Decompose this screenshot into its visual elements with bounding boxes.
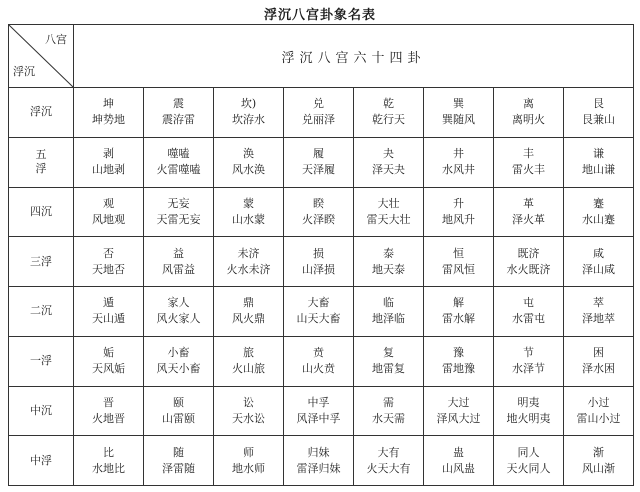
hexagram-cell	[494, 88, 564, 138]
table-row	[9, 137, 634, 187]
hexagram-cell	[424, 336, 494, 386]
hexagram-cell	[354, 88, 424, 138]
hexagram-cell	[564, 187, 634, 237]
hexagram-short-name: 丰	[523, 147, 534, 161]
hexagram-full-name: 泽火革	[512, 212, 545, 226]
row-label: 中浮	[9, 436, 74, 486]
hexagram-cell	[284, 386, 354, 436]
hexagram-full-name: 巽随风	[442, 113, 475, 127]
hexagram-short-name: 坤	[103, 97, 114, 111]
table-row	[9, 187, 634, 237]
hexagram-cell	[284, 137, 354, 187]
hexagram-short-name: 遁	[103, 296, 114, 310]
hexagram-full-name: 火山旅	[232, 362, 265, 376]
hexagram-full-name: 泽风大过	[436, 411, 481, 425]
hexagram-cell	[354, 287, 424, 337]
hexagram-full-name: 雷风恒	[442, 262, 475, 276]
hexagram-cell	[424, 287, 494, 337]
hexagram-cell	[74, 287, 144, 337]
hexagram-full-name: 水雷屯	[512, 312, 545, 326]
hexagram-short-name: 屯	[523, 296, 534, 310]
hexagram-table	[8, 24, 634, 486]
hexagram-short-name: 贲	[313, 346, 324, 360]
hexagram-short-name: 损	[313, 246, 324, 260]
hexagram-full-name: 地天泰	[372, 262, 405, 276]
hexagram-short-name: 小畜	[167, 346, 190, 360]
table-body	[9, 25, 634, 486]
hexagram-full-name: 水风井	[442, 163, 475, 177]
hexagram-short-name: 需	[383, 395, 394, 409]
row-label: 二沉	[9, 287, 74, 337]
hexagram-full-name: 水火既济	[506, 262, 551, 276]
hexagram-short-name: 归妹	[307, 445, 330, 459]
hexagram-full-name: 山天大畜	[296, 312, 341, 326]
hexagram-short-name: 困	[593, 346, 604, 360]
hexagram-short-name: 离	[523, 97, 534, 111]
corner-label-bottom: 浮沉	[13, 65, 35, 78]
hexagram-full-name: 雷泽归妹	[296, 461, 341, 475]
hexagram-full-name: 乾行天	[372, 113, 405, 127]
hexagram-short-name: 涣	[243, 147, 254, 161]
hexagram-full-name: 天泽履	[302, 163, 335, 177]
hexagram-short-name: 临	[383, 296, 394, 310]
hexagram-full-name: 火水未济	[226, 262, 271, 276]
hexagram-short-name: 节	[523, 346, 534, 360]
hexagram-cell	[144, 88, 214, 138]
hexagram-full-name: 泽山咸	[582, 262, 615, 276]
hexagram-short-name: 姤	[103, 346, 114, 360]
hexagram-short-name: 蒙	[243, 196, 254, 210]
row-label: 四沉	[9, 187, 74, 237]
hexagram-short-name: 蹇	[593, 196, 604, 210]
row-label: 三浮	[9, 237, 74, 287]
hexagram-short-name: 艮	[593, 97, 604, 111]
hexagram-short-name: 大过	[447, 395, 470, 409]
corner-label-top: 八宫	[45, 33, 67, 46]
hexagram-short-name: 剥	[103, 147, 114, 161]
hexagram-cell	[494, 336, 564, 386]
hexagram-full-name: 天山遁	[92, 312, 125, 326]
hexagram-cell	[74, 137, 144, 187]
table-row	[9, 336, 634, 386]
hexagram-cell	[424, 187, 494, 237]
hexagram-short-name: 履	[313, 147, 324, 161]
hexagram-cell	[284, 336, 354, 386]
hexagram-full-name: 艮兼山	[582, 113, 615, 127]
row-label: 五 浮	[9, 137, 74, 187]
hexagram-full-name: 泽地萃	[582, 312, 615, 326]
hexagram-cell	[424, 386, 494, 436]
hexagram-full-name: 水地比	[92, 461, 125, 475]
hexagram-cell	[494, 237, 564, 287]
hexagram-full-name: 坤势地	[92, 113, 125, 127]
hexagram-full-name: 雷火丰	[512, 163, 545, 177]
hexagram-short-name: 谦	[593, 147, 604, 161]
hexagram-cell	[354, 237, 424, 287]
header-row	[9, 25, 634, 88]
row-label: 一浮	[9, 336, 74, 386]
table-title: 浮沉八宫卦象名表	[263, 8, 376, 23]
hexagram-short-name: 随	[173, 445, 184, 459]
hexagram-full-name: 泽水困	[582, 362, 615, 376]
hexagram-cell	[424, 137, 494, 187]
hexagram-full-name: 地泽临	[372, 312, 405, 326]
hexagram-short-name: 升	[453, 196, 464, 210]
hexagram-cell	[424, 436, 494, 486]
hexagram-full-name: 震洊雷	[162, 113, 195, 127]
hexagram-full-name: 水天需	[372, 411, 405, 425]
hexagram-full-name: 天雷无妄	[156, 212, 201, 226]
hexagram-short-name: 豫	[453, 346, 464, 360]
hexagram-short-name: 未济	[237, 246, 260, 260]
hexagram-cell	[74, 336, 144, 386]
hexagram-full-name: 雷天大壮	[366, 212, 411, 226]
hexagram-short-name: 观	[103, 196, 114, 210]
hexagram-full-name: 山地剥	[92, 163, 125, 177]
hexagram-short-name: 家人	[167, 296, 190, 310]
hexagram-cell	[354, 137, 424, 187]
hexagram-cell	[74, 436, 144, 486]
hexagram-cell	[214, 436, 284, 486]
hexagram-short-name: 巽	[453, 97, 464, 111]
hexagram-short-name: 同人	[517, 445, 540, 459]
hexagram-cell	[564, 287, 634, 337]
hexagram-short-name: 旅	[243, 346, 254, 360]
hexagram-short-name: 革	[523, 196, 534, 210]
hexagram-cell	[144, 336, 214, 386]
hexagram-short-name: 咸	[593, 246, 604, 260]
hexagram-cell	[564, 88, 634, 138]
hexagram-full-name: 地风升	[442, 212, 475, 226]
hexagram-full-name: 天水讼	[232, 411, 265, 425]
hexagram-full-name: 山火贲	[302, 362, 335, 376]
row-label: 浮沉	[9, 88, 74, 138]
hexagram-short-name: 复	[383, 346, 394, 360]
hexagram-cell	[74, 386, 144, 436]
corner-cell	[9, 25, 74, 88]
hexagram-cell	[564, 237, 634, 287]
hexagram-short-name: 兑	[313, 97, 324, 111]
hexagram-cell	[284, 237, 354, 287]
hexagram-full-name: 雷山小过	[576, 411, 621, 425]
hexagram-full-name: 兑丽泽	[302, 113, 335, 127]
row-label: 中沉	[9, 386, 74, 436]
hexagram-cell	[284, 436, 354, 486]
table-row	[9, 88, 634, 138]
hexagram-cell	[214, 187, 284, 237]
hexagram-short-name: 渐	[593, 445, 604, 459]
hexagram-cell	[354, 386, 424, 436]
hexagram-full-name: 山泽损	[302, 262, 335, 276]
hexagram-full-name: 天火同人	[506, 461, 551, 475]
hexagram-full-name: 山风蛊	[442, 461, 475, 475]
hexagram-short-name: 噬嗑	[167, 147, 190, 161]
hexagram-short-name: 明夷	[517, 395, 540, 409]
hexagram-full-name: 天风姤	[92, 362, 125, 376]
hexagram-cell	[564, 137, 634, 187]
hexagram-short-name: 坎)	[240, 97, 257, 111]
hexagram-cell	[144, 436, 214, 486]
hexagram-cell	[214, 137, 284, 187]
hexagram-full-name: 风天小畜	[156, 362, 201, 376]
hexagram-cell	[354, 436, 424, 486]
hexagram-full-name: 水泽节	[512, 362, 545, 376]
hexagram-short-name: 萃	[593, 296, 604, 310]
hexagram-cell	[424, 237, 494, 287]
hexagram-cell	[564, 436, 634, 486]
hexagram-full-name: 雷水解	[442, 312, 475, 326]
hexagram-short-name: 乾	[383, 97, 394, 111]
hexagram-full-name: 火泽睽	[302, 212, 335, 226]
hexagram-full-name: 地水师	[232, 461, 265, 475]
hexagram-cell	[354, 336, 424, 386]
hexagram-short-name: 讼	[243, 395, 254, 409]
hexagram-short-name: 蛊	[453, 445, 464, 459]
hexagram-cell	[494, 137, 564, 187]
hexagram-cell	[74, 237, 144, 287]
hexagram-short-name: 晋	[103, 395, 114, 409]
hexagram-full-name: 风水涣	[232, 163, 265, 177]
hexagram-full-name: 雷地豫	[442, 362, 475, 376]
hexagram-cell	[424, 88, 494, 138]
hexagram-cell	[284, 88, 354, 138]
hexagram-full-name: 风火鼎	[232, 312, 265, 326]
hexagram-full-name: 泽雷随	[162, 461, 195, 475]
hexagram-short-name: 睽	[313, 196, 324, 210]
hexagram-full-name: 风泽中孚	[296, 411, 341, 425]
hexagram-full-name: 地雷复	[372, 362, 405, 376]
hexagram-cell	[564, 386, 634, 436]
hexagram-short-name: 震	[173, 97, 184, 111]
hexagram-short-name: 否	[103, 246, 114, 260]
table-row	[9, 237, 634, 287]
hexagram-short-name: 益	[173, 246, 184, 260]
hexagram-short-name: 解	[453, 296, 464, 310]
hexagram-cell	[144, 187, 214, 237]
hexagram-short-name: 大壮	[377, 196, 400, 210]
hexagram-cell	[144, 287, 214, 337]
hexagram-full-name: 坎洊水	[232, 113, 265, 127]
hexagram-short-name: 颐	[173, 395, 184, 409]
hexagram-cell	[74, 187, 144, 237]
hexagram-cell	[494, 436, 564, 486]
hexagram-cell	[284, 287, 354, 337]
hexagram-full-name: 地山谦	[582, 163, 615, 177]
hexagram-short-name: 比	[103, 445, 114, 459]
hexagram-short-name: 恒	[453, 246, 464, 260]
hexagram-cell	[284, 187, 354, 237]
hexagram-full-name: 地火明夷	[506, 411, 551, 425]
hexagram-short-name: 大畜	[307, 296, 330, 310]
hexagram-short-name: 无妄	[167, 196, 190, 210]
hexagram-cell	[494, 187, 564, 237]
hexagram-cell	[354, 187, 424, 237]
hexagram-short-name: 泰	[383, 246, 394, 260]
hexagram-short-name: 师	[243, 445, 254, 459]
hexagram-full-name: 山水蒙	[232, 212, 265, 226]
hexagram-short-name: 鼎	[243, 296, 254, 310]
table-row	[9, 386, 634, 436]
hexagram-full-name: 风火家人	[156, 312, 201, 326]
hexagram-cell	[564, 336, 634, 386]
hexagram-short-name: 大有	[377, 445, 400, 459]
table-row	[9, 287, 634, 337]
hexagram-cell	[144, 137, 214, 187]
hexagram-full-name: 水山蹇	[582, 212, 615, 226]
table-row	[9, 436, 634, 486]
hexagram-full-name: 离明火	[512, 113, 545, 127]
hexagram-cell	[144, 237, 214, 287]
hexagram-cell	[214, 336, 284, 386]
hexagram-cell	[214, 88, 284, 138]
hexagram-short-name: 夬	[383, 147, 394, 161]
hexagram-short-name: 中孚	[307, 395, 330, 409]
hexagram-cell	[494, 386, 564, 436]
hexagram-full-name: 火雷噬嗑	[156, 163, 201, 177]
hexagram-cell	[214, 287, 284, 337]
hexagram-full-name: 风雷益	[162, 262, 195, 276]
hexagram-full-name: 山雷颐	[162, 411, 195, 425]
hexagram-full-name: 火天大有	[366, 461, 411, 475]
hexagram-full-name: 风山渐	[582, 461, 615, 475]
hexagram-cell	[144, 386, 214, 436]
hexagram-cell	[74, 88, 144, 138]
hexagram-full-name: 天地否	[92, 262, 125, 276]
hexagram-short-name: 既济	[517, 246, 540, 260]
hexagram-short-name: 小过	[587, 395, 610, 409]
hexagram-cell	[494, 287, 564, 337]
hexagram-full-name: 风地观	[92, 212, 125, 226]
hexagram-cell	[214, 386, 284, 436]
column-header: 浮沉八宫六十四卦	[74, 25, 634, 88]
hexagram-short-name: 井	[453, 147, 464, 161]
hexagram-full-name: 火地晋	[92, 411, 125, 425]
hexagram-cell	[214, 237, 284, 287]
hexagram-full-name: 泽天夬	[372, 163, 405, 177]
